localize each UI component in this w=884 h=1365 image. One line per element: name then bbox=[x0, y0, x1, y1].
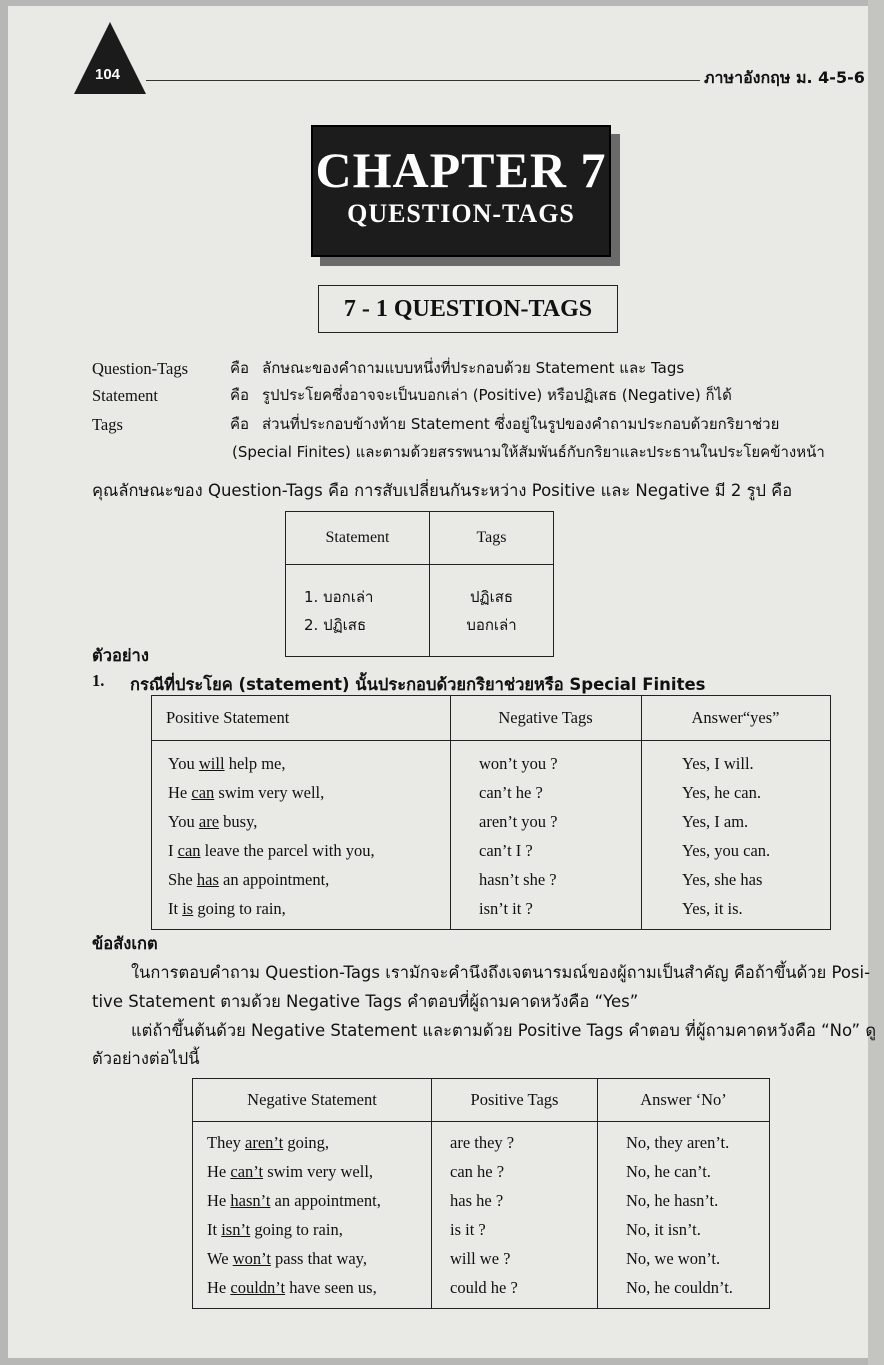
statement-text: an appointment, bbox=[270, 1191, 381, 1210]
statement-text: You bbox=[168, 812, 199, 831]
statement-column bbox=[152, 741, 451, 930]
definition-term: Question-Tags bbox=[92, 359, 188, 378]
negative-statement-table bbox=[192, 1078, 770, 1309]
statement-text: going, bbox=[283, 1133, 330, 1152]
statement-line bbox=[168, 865, 449, 894]
cell-line: ปฏิเสธ bbox=[469, 587, 514, 606]
definition-term: Statement bbox=[92, 386, 158, 405]
tag-line: could he ? bbox=[450, 1278, 518, 1297]
statement-text: swim very well, bbox=[263, 1162, 374, 1181]
tag-line: can’t he ? bbox=[479, 783, 543, 802]
auxiliary-verb: hasn’t bbox=[230, 1191, 271, 1210]
column-header: Positive Statement bbox=[152, 696, 451, 741]
auxiliary-verb: will bbox=[198, 754, 225, 773]
column-header: Answer ‘No’ bbox=[598, 1079, 770, 1122]
statement-line bbox=[207, 1128, 430, 1157]
auxiliary-verb: are bbox=[198, 812, 220, 831]
definition-text: ส่วนที่ประกอบข้างท้าย Statement ซึ่งอยู่ในรูปของคำถามประกอบด้วยกริยาช่วย bbox=[262, 415, 780, 433]
statement-text: He bbox=[168, 783, 192, 802]
statement-text: It bbox=[168, 899, 183, 918]
page-number: 104 bbox=[95, 66, 121, 83]
header-title: ภาษาอังกฤษ ม. 4-5-6 bbox=[704, 68, 865, 87]
note-paragraph: ในการตอบคำถาม Question-Tags เรามักจะคำนึงถึงเจตนารมณ์ของผู้ถามเป็นสำคัญ คือถ้าขึ้นด้วย Posi- bbox=[131, 963, 871, 982]
answer-line: No, it isn’t. bbox=[626, 1220, 701, 1239]
header-rule bbox=[146, 80, 700, 81]
statement-text: pass that way, bbox=[270, 1249, 367, 1268]
definition-text-cont: (Special Finites) และตามด้วยสรรพนามให้สัมพันธ์กับกริยาและประธานในประโยคข้างหน้า bbox=[232, 443, 825, 461]
auxiliary-verb: aren’t bbox=[245, 1133, 284, 1152]
tag-line: hasn’t she ? bbox=[479, 870, 557, 889]
note-paragraph: ตัวอย่างต่อไปนี้ bbox=[92, 1049, 200, 1068]
answer-line: Yes, you can. bbox=[682, 841, 771, 860]
answer-line: No, he hasn’t. bbox=[626, 1191, 719, 1210]
page-edge bbox=[868, 0, 884, 1365]
statement-text: He bbox=[207, 1278, 231, 1297]
chapter-title: CHAPTER 7 bbox=[315, 142, 607, 198]
cell-line: 1. บอกเล่า bbox=[304, 587, 374, 606]
tag-line: are they ? bbox=[450, 1133, 515, 1152]
auxiliary-verb: won’t bbox=[232, 1249, 271, 1268]
page-number-triangle bbox=[74, 22, 146, 94]
statement-text: We bbox=[207, 1249, 233, 1268]
note-paragraph: แต่ถ้าขึ้นต้นด้วย Negative Statement และตามด้วย Positive Tags คำตอบ ที่ผู้ถามคาดหวังคือ “No” ดู bbox=[131, 1021, 877, 1040]
definition-row bbox=[0, 411, 884, 471]
definition-text: รูปประโยคซึ่งอาจจะเป็นบอกเล่า (Positive) หรือปฏิเสธ (Negative) ก็ได้ bbox=[262, 386, 732, 404]
column-header: Tags bbox=[430, 512, 554, 565]
statement-text: They bbox=[207, 1133, 246, 1152]
definition-kho: คือ bbox=[230, 415, 250, 433]
statement-text: She bbox=[168, 870, 197, 889]
auxiliary-verb: can’t bbox=[230, 1162, 264, 1181]
statement-line bbox=[207, 1273, 430, 1302]
column-header: Negative Tags bbox=[451, 696, 642, 741]
statement-text: going to rain, bbox=[250, 1220, 343, 1239]
answer-column bbox=[598, 1122, 770, 1309]
statement-text: swim very well, bbox=[214, 783, 325, 802]
column-header: Positive Tags bbox=[432, 1079, 598, 1122]
definition-text: ลักษณะของคำถามแบบหนึ่งที่ประกอบด้วย Statement และ Tags bbox=[262, 359, 685, 377]
cell-line: 2. ปฏิเสธ bbox=[304, 615, 367, 634]
answer-line: No, he couldn’t. bbox=[626, 1278, 733, 1297]
auxiliary-verb: can bbox=[177, 841, 201, 860]
answer-line: Yes, I will. bbox=[682, 754, 754, 773]
statement-column bbox=[193, 1122, 432, 1309]
table-cell bbox=[430, 565, 554, 657]
note-paragraph: tive Statement ตามด้วย Negative Tags คำตอบที่ผู้ถามคาดหวังคือ “Yes” bbox=[92, 992, 639, 1011]
statement-text: have seen us, bbox=[285, 1278, 377, 1297]
tag-line: isn’t it ? bbox=[479, 899, 533, 918]
answer-line: No, we won’t. bbox=[626, 1249, 721, 1268]
auxiliary-verb: has bbox=[196, 870, 219, 889]
definition-term: Tags bbox=[92, 415, 123, 434]
statement-line bbox=[168, 836, 449, 865]
statement-line bbox=[168, 749, 449, 778]
statement-text: You bbox=[168, 754, 199, 773]
answer-line: Yes, he can. bbox=[682, 783, 761, 802]
statement-line bbox=[168, 807, 449, 836]
auxiliary-verb: couldn’t bbox=[230, 1278, 286, 1297]
auxiliary-verb: is bbox=[182, 899, 194, 918]
tag-line: will we ? bbox=[450, 1249, 511, 1268]
statement-text: I bbox=[168, 841, 178, 860]
definition-kho: คือ bbox=[230, 386, 250, 404]
statement-text: an appointment, bbox=[218, 870, 330, 889]
chapter-box bbox=[311, 125, 611, 257]
tag-line: can’t I ? bbox=[479, 841, 533, 860]
definition-row bbox=[0, 382, 884, 412]
column-header: Statement bbox=[286, 512, 430, 565]
definition-kho: คือ bbox=[230, 359, 250, 377]
column-header: Answer“yes” bbox=[642, 696, 831, 741]
statement-line bbox=[168, 778, 449, 807]
statement-line bbox=[168, 894, 449, 923]
statement-line bbox=[207, 1215, 430, 1244]
statement-text: leave the parcel with you, bbox=[200, 841, 375, 860]
note-heading: ข้อสังเกต bbox=[92, 934, 158, 953]
tags-column bbox=[451, 741, 642, 930]
chapter-subtitle: QUESTION-TAGS bbox=[347, 199, 575, 228]
tag-line: won’t you ? bbox=[479, 754, 558, 773]
tag-line: can he ? bbox=[450, 1162, 505, 1181]
statement-text: busy, bbox=[219, 812, 258, 831]
tags-column bbox=[432, 1122, 598, 1309]
statement-text: He bbox=[207, 1162, 231, 1181]
characteristics-line: คุณลักษณะของ Question-Tags คือ การสับเปลี่ยนกันระหว่าง Positive และ Negative มี 2 รูป คือ bbox=[92, 481, 793, 500]
answer-line: No, they aren’t. bbox=[626, 1133, 730, 1152]
section-title: 7 - 1 QUESTION-TAGS bbox=[318, 285, 618, 333]
answer-column bbox=[642, 741, 831, 930]
answer-line: Yes, it is. bbox=[682, 899, 743, 918]
statement-text: It bbox=[207, 1220, 222, 1239]
tag-line: aren’t you ? bbox=[479, 812, 558, 831]
statement-text: help me, bbox=[224, 754, 286, 773]
answer-line: No, he can’t. bbox=[626, 1162, 711, 1181]
statement-line bbox=[207, 1186, 430, 1215]
column-header: Negative Statement bbox=[193, 1079, 432, 1122]
example-heading: ตัวอย่าง bbox=[92, 646, 149, 665]
case-number: 1. bbox=[92, 671, 105, 690]
statement-line bbox=[207, 1157, 430, 1186]
statement-text: He bbox=[207, 1191, 231, 1210]
statement-text: going to rain, bbox=[193, 899, 286, 918]
answer-line: Yes, she has bbox=[682, 870, 763, 889]
tag-line: is it ? bbox=[450, 1220, 486, 1239]
statement-tags-table bbox=[285, 511, 554, 657]
definition-row bbox=[0, 355, 884, 385]
statement-line bbox=[207, 1244, 430, 1273]
case-description: กรณีที่ประโยค (statement) นั้นประกอบด้วยกริยาช่วยหรือ Special Finites bbox=[130, 675, 706, 694]
table-cell bbox=[286, 565, 430, 657]
cell-line: บอกเล่า bbox=[466, 615, 517, 634]
tag-line: has he ? bbox=[450, 1191, 504, 1210]
auxiliary-verb: can bbox=[191, 783, 215, 802]
auxiliary-verb: isn’t bbox=[221, 1220, 251, 1239]
positive-statement-table bbox=[151, 695, 831, 930]
answer-line: Yes, I am. bbox=[682, 812, 749, 831]
